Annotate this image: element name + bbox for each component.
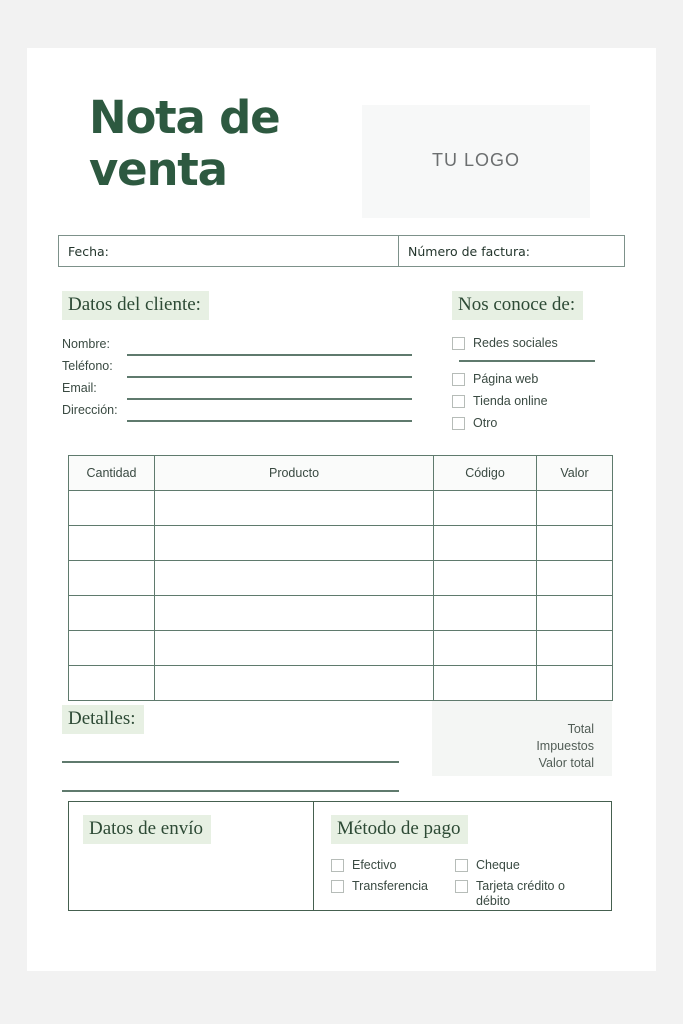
section-divider [459, 360, 595, 362]
cell-producto[interactable] [155, 526, 434, 561]
checkbox-icon[interactable] [455, 859, 468, 872]
date-field[interactable] [59, 236, 399, 266]
document-header [27, 48, 656, 218]
client-field-nombre[interactable] [62, 337, 412, 359]
client-field-input-line[interactable] [127, 420, 412, 422]
bottom-section [68, 801, 612, 911]
client-field-label: Teléfono: [62, 359, 113, 373]
cell-producto[interactable] [155, 631, 434, 666]
invoice-number-field[interactable] [399, 236, 624, 266]
payment-method-heading: Método de pago [331, 815, 468, 844]
column-header-cantidad: Cantidad [69, 456, 155, 491]
cell-cantidad[interactable] [69, 596, 155, 631]
cell-cantidad[interactable] [69, 526, 155, 561]
cell-valor[interactable] [537, 561, 613, 596]
checkbox-label: Página web [473, 372, 539, 386]
cell-codigo[interactable] [434, 666, 537, 701]
details-heading: Detalles: [62, 705, 144, 734]
table-header-row [69, 456, 613, 491]
checkbox-label: Otro [473, 416, 498, 430]
checkbox-icon[interactable] [331, 859, 344, 872]
items-table-head [69, 456, 613, 491]
checkbox-row-tienda-online[interactable] [452, 394, 627, 409]
cell-codigo[interactable] [434, 526, 537, 561]
checkbox-row-cheque[interactable] [455, 858, 579, 873]
invoice-meta-bar [58, 235, 625, 267]
items-table [68, 455, 613, 701]
checkbox-label: Tarjeta crédito o débito [476, 879, 565, 908]
shipping-data-heading: Datos de envío [83, 815, 211, 844]
cell-codigo[interactable] [434, 596, 537, 631]
checkbox-row-transferencia[interactable] [331, 879, 455, 894]
cell-valor[interactable] [537, 526, 613, 561]
client-data-section [62, 291, 412, 425]
totals-label-impuestos: Impuestos [536, 739, 594, 753]
checkbox-icon[interactable] [452, 417, 465, 430]
checkbox-label: Tienda online [473, 394, 548, 408]
cell-valor[interactable] [537, 491, 613, 526]
client-field-direccion[interactable] [62, 403, 412, 425]
payment-method-box [314, 802, 611, 910]
checkbox-row-efectivo[interactable] [331, 858, 455, 873]
checkbox-icon[interactable] [455, 880, 468, 893]
details-section [62, 705, 437, 792]
date-label: Fecha: [68, 243, 109, 259]
referral-source-heading: Nos conoce de: [452, 291, 583, 320]
page-title: Nota de venta [89, 91, 280, 196]
table-row[interactable] [69, 526, 613, 561]
checkbox-row-tarjeta[interactable] [455, 879, 579, 909]
totals-label-valor-total: Valor total [538, 756, 594, 770]
client-field-telefono[interactable] [62, 359, 412, 381]
client-field-label: Dirección: [62, 403, 118, 417]
cell-codigo[interactable] [434, 491, 537, 526]
checkbox-icon[interactable] [452, 395, 465, 408]
cell-producto[interactable] [155, 666, 434, 701]
table-row[interactable] [69, 491, 613, 526]
referral-source-options [452, 336, 627, 431]
totals-list [536, 721, 594, 772]
client-data-heading: Datos del cliente: [62, 291, 209, 320]
checkbox-label: Redes sociales [473, 336, 558, 350]
client-field-input-line[interactable] [127, 354, 412, 356]
checkbox-row-otro[interactable] [452, 416, 627, 431]
shipping-data-box[interactable] [69, 802, 314, 910]
payment-column-right [455, 858, 579, 915]
invoice-page [27, 48, 656, 971]
checkbox-icon[interactable] [452, 373, 465, 386]
cell-valor[interactable] [537, 596, 613, 631]
details-input-line[interactable] [62, 790, 399, 792]
cell-cantidad[interactable] [69, 491, 155, 526]
payment-column-left [331, 858, 455, 915]
client-field-label: Nombre: [62, 337, 110, 351]
logo-placeholder-text: TU LOGO [431, 150, 520, 170]
client-field-input-line[interactable] [127, 376, 412, 378]
cell-cantidad[interactable] [69, 561, 155, 596]
checkbox-row-pagina-web[interactable] [452, 372, 627, 387]
cell-codigo[interactable] [434, 631, 537, 666]
column-header-producto: Producto [155, 456, 434, 491]
checkbox-icon[interactable] [452, 337, 465, 350]
items-table-body [69, 491, 613, 701]
referral-source-section [452, 291, 627, 438]
checkbox-icon[interactable] [331, 880, 344, 893]
payment-method-options [331, 858, 611, 915]
checkbox-row-redes-sociales[interactable] [452, 336, 627, 351]
client-field-input-line[interactable] [127, 398, 412, 400]
table-row[interactable] [69, 666, 613, 701]
totals-label-total: Total [567, 722, 594, 736]
client-field-label: Email: [62, 381, 97, 395]
checkbox-label: Efectivo [352, 858, 397, 872]
cell-cantidad[interactable] [69, 666, 155, 701]
cell-valor[interactable] [537, 666, 613, 701]
client-field-email[interactable] [62, 381, 412, 403]
logo-placeholder-box[interactable] [362, 105, 590, 218]
checkbox-label: Transferencia [352, 879, 428, 893]
cell-producto[interactable] [155, 491, 434, 526]
details-input-line[interactable] [62, 761, 399, 763]
column-header-codigo: Código [434, 456, 537, 491]
cell-producto[interactable] [155, 561, 434, 596]
cell-cantidad[interactable] [69, 631, 155, 666]
cell-codigo[interactable] [434, 561, 537, 596]
cell-valor[interactable] [537, 631, 613, 666]
invoice-number-label: Número de factura: [408, 243, 530, 259]
checkbox-label: Cheque [476, 858, 520, 872]
table-row[interactable] [69, 631, 613, 666]
client-field-list [62, 337, 412, 425]
totals-box [432, 701, 612, 776]
table-row[interactable] [69, 596, 613, 631]
cell-producto[interactable] [155, 596, 434, 631]
column-header-valor: Valor [537, 456, 613, 491]
table-row[interactable] [69, 561, 613, 596]
